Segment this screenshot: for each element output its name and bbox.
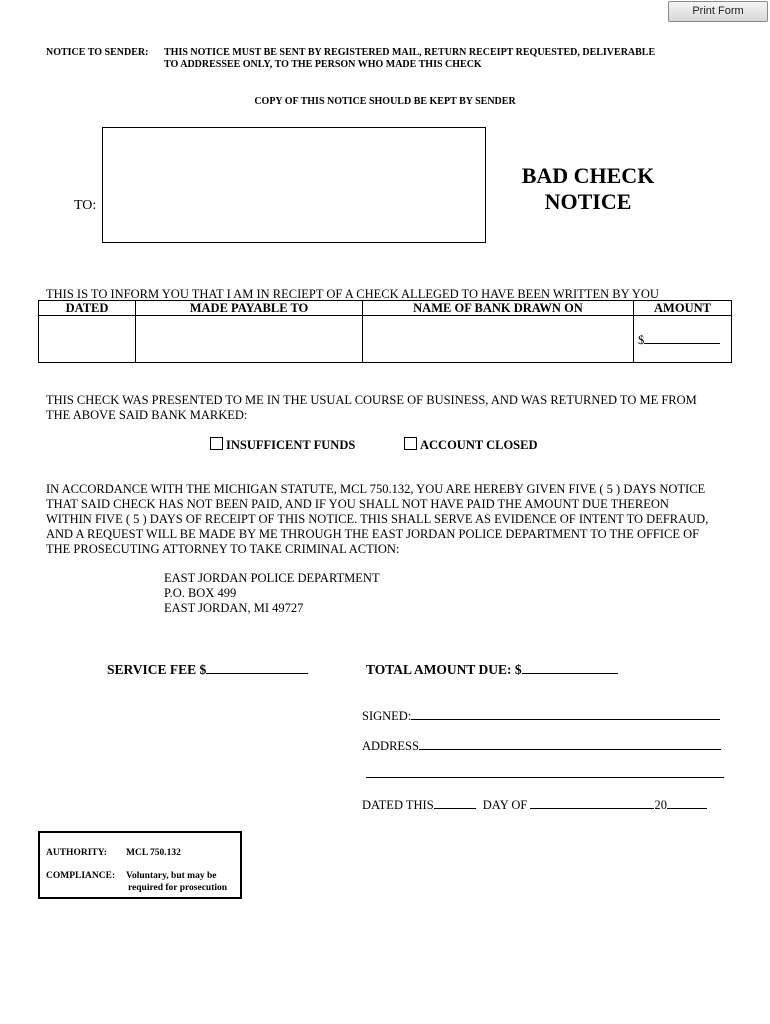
statute-line-3: WITHIN FIVE ( 5 ) DAYS OF RECEIPT OF THIS NOTICE. THIS SHALL SERVE AS EVIDENCE OF INTENT TO DEFRAUD, bbox=[46, 512, 709, 526]
amount-line bbox=[644, 331, 720, 344]
copy-notice: COPY OF THIS NOTICE SHOULD BE KEPT BY SENDER bbox=[254, 96, 516, 107]
payable-to-field[interactable] bbox=[136, 316, 363, 363]
service-fee bbox=[107, 660, 308, 678]
compliance-line-2: required for prosecution bbox=[128, 883, 228, 893]
print-form-button[interactable]: Print Form bbox=[668, 1, 768, 22]
address-field[interactable] bbox=[419, 737, 721, 750]
total-amount-field[interactable] bbox=[522, 660, 618, 674]
department-po-box: P.O. BOX 499 bbox=[164, 586, 237, 600]
to-label: TO: bbox=[74, 198, 97, 213]
total-amount-due bbox=[366, 660, 618, 678]
service-fee-field[interactable] bbox=[206, 660, 308, 674]
check-details-table bbox=[38, 300, 732, 363]
statute-line-1: IN ACCORDANCE WITH THE MICHIGAN STATUTE, MCL 750.132, YOU ARE HEREBY GIVEN FIVE ( 5 ) DAYS NOTICE bbox=[46, 482, 706, 496]
signed-row bbox=[362, 707, 720, 724]
department-city: EAST JORDAN, MI 49727 bbox=[164, 601, 304, 615]
address-row bbox=[362, 737, 721, 754]
table-header-row bbox=[39, 301, 732, 316]
notice-line-2: TO ADDRESSEE ONLY, TO THE PERSON WHO MADE THIS CHECK bbox=[164, 59, 482, 70]
address-line-2[interactable] bbox=[366, 777, 724, 778]
notice-line-1: THIS NOTICE MUST BE SENT BY REGISTERED MAIL, RETURN RECEIPT REQUESTED, DELIVERABLE bbox=[164, 47, 656, 58]
statute-line-2: THAT SAID CHECK HAS NOT BEEN PAID, AND IF YOU SHALL NOT HAVE PAID THE AMOUNT DUE THEREON bbox=[46, 497, 669, 511]
account-closed-label: ACCOUNT CLOSED bbox=[420, 438, 538, 452]
insufficient-funds-label: INSUFFICENT FUNDS bbox=[226, 438, 356, 452]
title-line-1: BAD CHECK bbox=[521, 163, 655, 188]
header-amount: AMOUNT bbox=[634, 301, 732, 316]
notice-to-sender-label: NOTICE TO SENDER: bbox=[46, 47, 149, 58]
department-name: EAST JORDAN POLICE DEPARTMENT bbox=[164, 571, 380, 585]
inform-text: THIS IS TO INFORM YOU THAT I AM IN RECIEPT OF A CHECK ALLEGED TO HAVE BEEN WRITTEN BY YOU bbox=[46, 287, 659, 301]
address-label: ADDRESS bbox=[362, 739, 419, 753]
insufficient-funds-option[interactable] bbox=[210, 437, 355, 453]
year-prefix-label: 20 bbox=[654, 798, 667, 812]
presented-line-2: THE ABOVE SAID BANK MARKED: bbox=[46, 408, 248, 422]
service-fee-label: SERVICE FEE $ bbox=[107, 662, 207, 677]
authority-label: AUTHORITY: bbox=[46, 848, 107, 858]
day-of-field[interactable] bbox=[530, 796, 654, 809]
signed-label: SIGNED: bbox=[362, 709, 412, 723]
statute-line-5: THE PROSECUTING ATTORNEY TO TAKE CRIMINAL ACTION: bbox=[46, 542, 400, 556]
header-payable-to: MADE PAYABLE TO bbox=[136, 301, 363, 316]
table-row bbox=[39, 316, 732, 363]
header-dated: DATED bbox=[39, 301, 136, 316]
dated-day-field[interactable] bbox=[434, 796, 476, 809]
amount-field[interactable] bbox=[634, 316, 732, 363]
compliance-line-1: Voluntary, but may be bbox=[126, 871, 217, 881]
year-field[interactable] bbox=[667, 796, 707, 809]
total-amount-label: TOTAL AMOUNT DUE: $ bbox=[366, 662, 522, 677]
statute-line-4: AND A REQUEST WILL BE MADE BY ME THROUGH THE EAST JORDAN POLICE DEPARTMENT TO THE OFFICE OF bbox=[46, 527, 700, 541]
dated-this-label: DATED THIS bbox=[362, 798, 434, 812]
header-bank: NAME OF BANK DRAWN ON bbox=[363, 301, 634, 316]
compliance-label: COMPLIANCE: bbox=[46, 871, 116, 881]
account-closed-checkbox[interactable] bbox=[404, 437, 417, 450]
bank-field[interactable] bbox=[363, 316, 634, 363]
presented-line-1: THIS CHECK WAS PRESENTED TO ME IN THE USUAL COURSE OF BUSINESS, AND WAS RETURNED TO ME FROM bbox=[46, 393, 697, 407]
account-closed-option[interactable] bbox=[404, 437, 538, 453]
to-address-field[interactable] bbox=[102, 127, 486, 243]
day-of-label: DAY OF bbox=[482, 798, 528, 812]
amount-dollar-sign: $ bbox=[638, 332, 645, 347]
authority-value: MCL 750.132 bbox=[126, 848, 181, 858]
insufficient-funds-checkbox[interactable] bbox=[210, 437, 223, 450]
signed-field[interactable] bbox=[411, 707, 720, 720]
title-line-2: NOTICE bbox=[544, 189, 632, 214]
dated-row bbox=[362, 796, 707, 813]
dated-field[interactable] bbox=[39, 316, 136, 363]
authority-box bbox=[38, 831, 242, 899]
